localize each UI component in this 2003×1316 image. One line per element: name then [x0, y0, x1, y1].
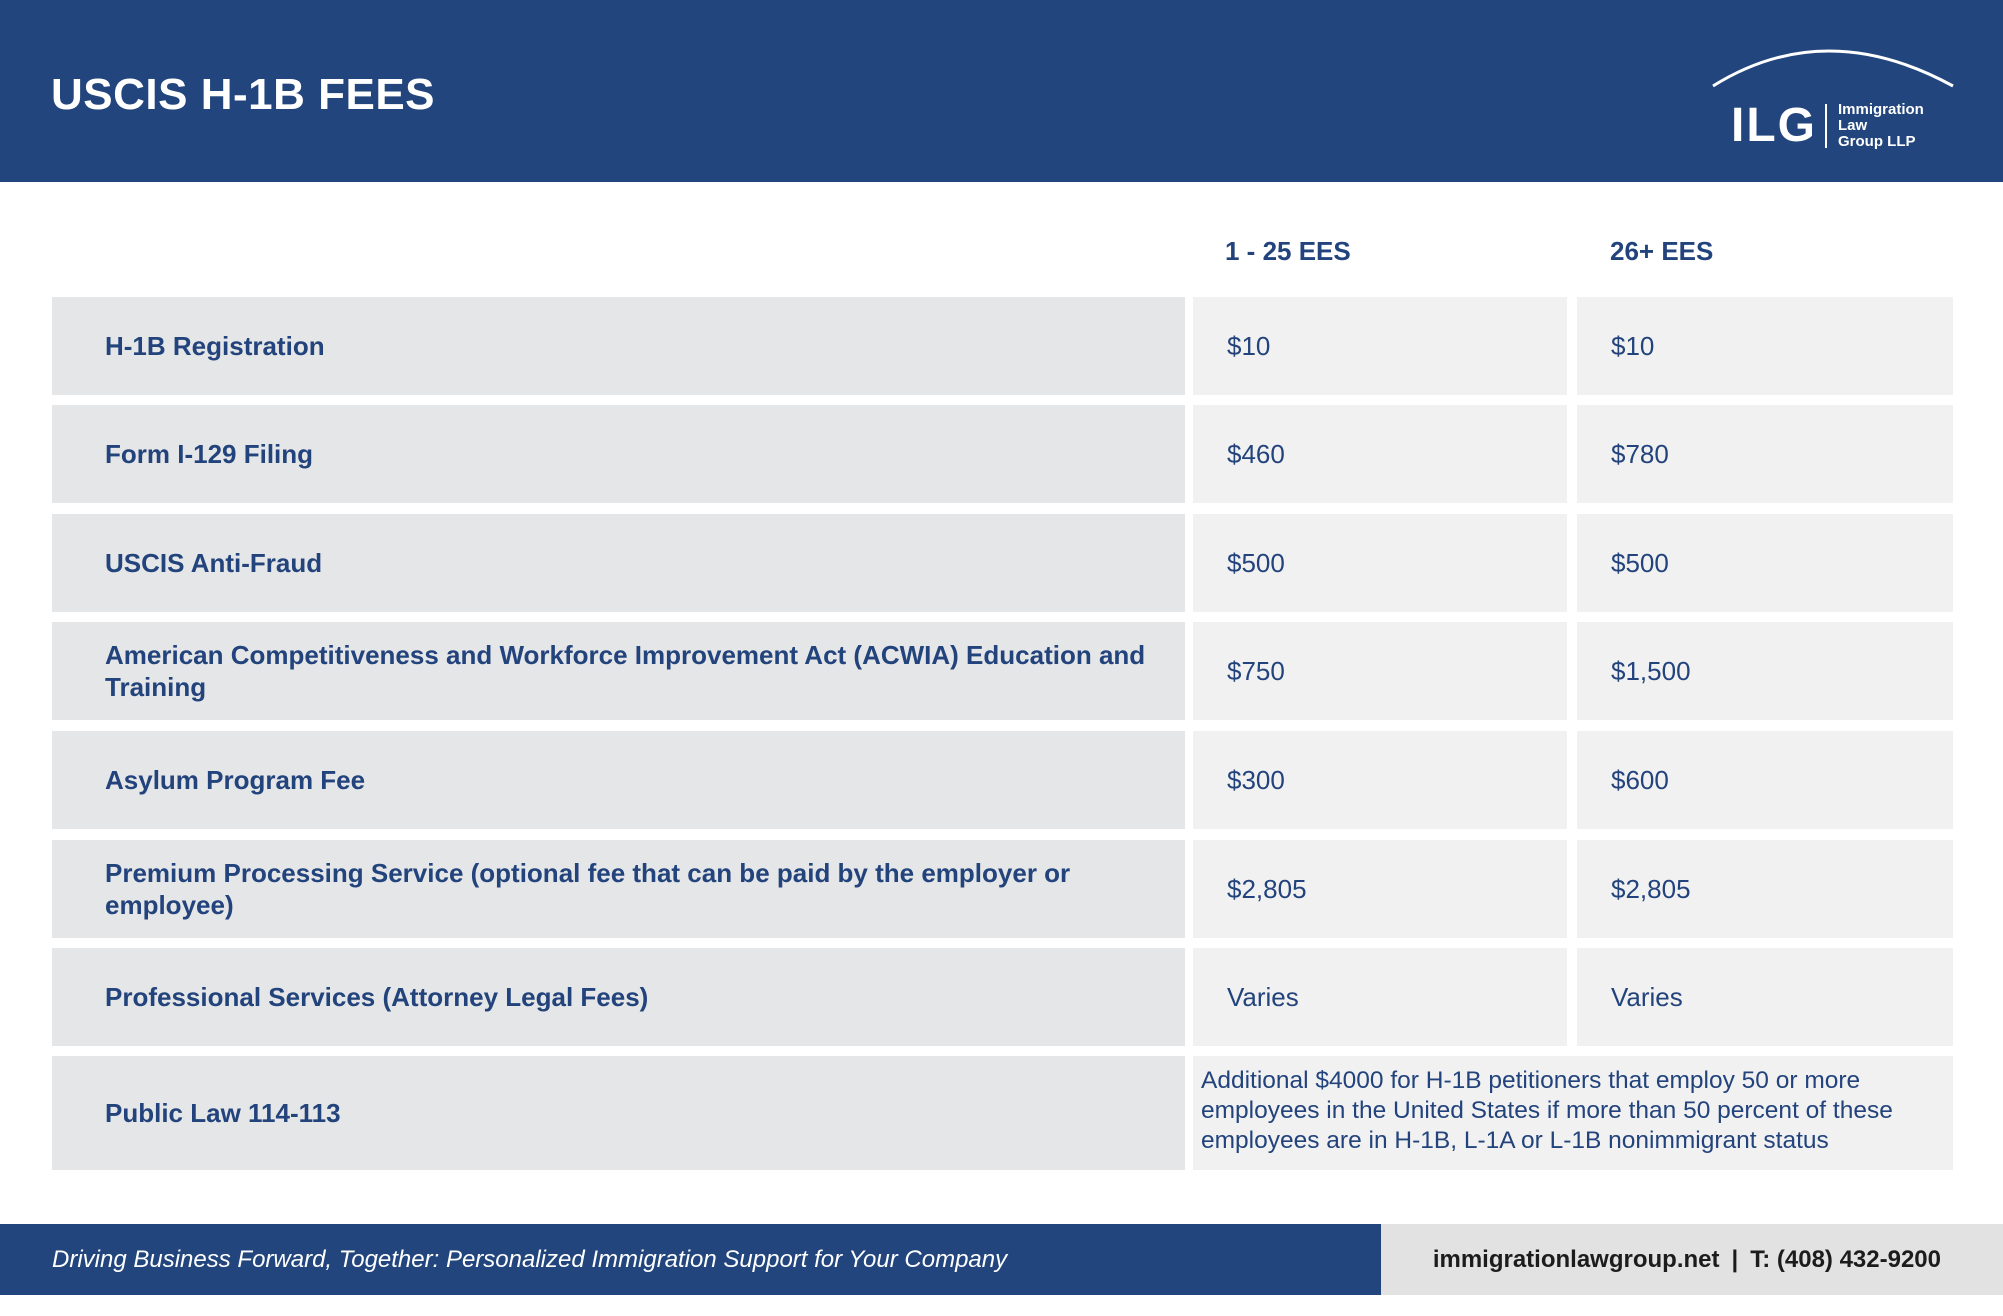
column-header-large: 26+ EES: [1610, 236, 1714, 266]
fee-large-employer: $500: [1577, 514, 1953, 612]
fee-small-employer: $300: [1193, 731, 1567, 829]
footer-tagline: Driving Business Forward, Together: Personalized Immigration Support for Your Company: [0, 1224, 1381, 1295]
fee-label: Public Law 114-113: [52, 1056, 1185, 1170]
page-header: [0, 0, 2003, 182]
logo-divider: [1825, 104, 1827, 148]
table-row: [52, 405, 1953, 503]
table-row-public-law: [52, 1056, 1953, 1170]
logo-mark: ILG: [1731, 99, 1817, 152]
table-row: [52, 514, 1953, 612]
table-row: [52, 840, 1953, 938]
logo-line-3: Group LLP: [1838, 133, 1916, 150]
fee-label: USCIS Anti-Fraud: [52, 514, 1185, 612]
footer-contact: [1381, 1224, 2003, 1295]
fee-large-employer: $780: [1577, 405, 1953, 503]
fee-large-employer: $1,500: [1577, 622, 1953, 720]
fee-small-employer: $500: [1193, 514, 1567, 612]
column-header-small: 1 - 25 EES: [1225, 236, 1351, 266]
phone-number[interactable]: T: (408) 432-9200: [1750, 1245, 1941, 1273]
table-row: [52, 948, 1953, 1046]
page-title: USCIS H-1B FEES: [51, 70, 436, 119]
table-row: [52, 297, 1953, 395]
fee-small-employer: $2,805: [1193, 840, 1567, 938]
public-law-note: Additional $4000 for H-1B petitioners that employ 50 or more employees in the United States if more than 50 percent of these employees are in H-1B, L-1A or L-1B nonimmigrant status: [1193, 1056, 1953, 1170]
fee-large-employer: $600: [1577, 731, 1953, 829]
fee-large-employer: Varies: [1577, 948, 1953, 1046]
fee-large-employer: $2,805: [1577, 840, 1953, 938]
website-link[interactable]: immigrationlawgroup.net: [1432, 1245, 1720, 1273]
logo-arc-icon: [1705, 36, 1965, 96]
fee-label: Form I-129 Filing: [52, 405, 1185, 503]
fee-label: Asylum Program Fee: [52, 731, 1185, 829]
logo-line-2: Law: [1838, 117, 1868, 134]
table-row: [52, 731, 1953, 829]
fee-label: American Competitiveness and Workforce Improvement Act (ACWIA) Education and Training: [52, 622, 1185, 720]
fee-label: H-1B Registration: [52, 297, 1185, 395]
fee-small-employer: $460: [1193, 405, 1567, 503]
table-row: [52, 622, 1953, 720]
fee-label: Professional Services (Attorney Legal Fees): [52, 948, 1185, 1046]
ilg-logo: [1705, 36, 1965, 161]
fee-large-employer: $10: [1577, 297, 1953, 395]
fee-small-employer: Varies: [1193, 948, 1567, 1046]
fee-small-employer: $750: [1193, 622, 1567, 720]
logo-line-1: Immigration: [1838, 101, 1924, 118]
contact-separator: |: [1731, 1245, 1739, 1273]
fee-label: Premium Processing Service (optional fee that can be paid by the employer or employee): [52, 840, 1185, 938]
fee-small-employer: $10: [1193, 297, 1567, 395]
